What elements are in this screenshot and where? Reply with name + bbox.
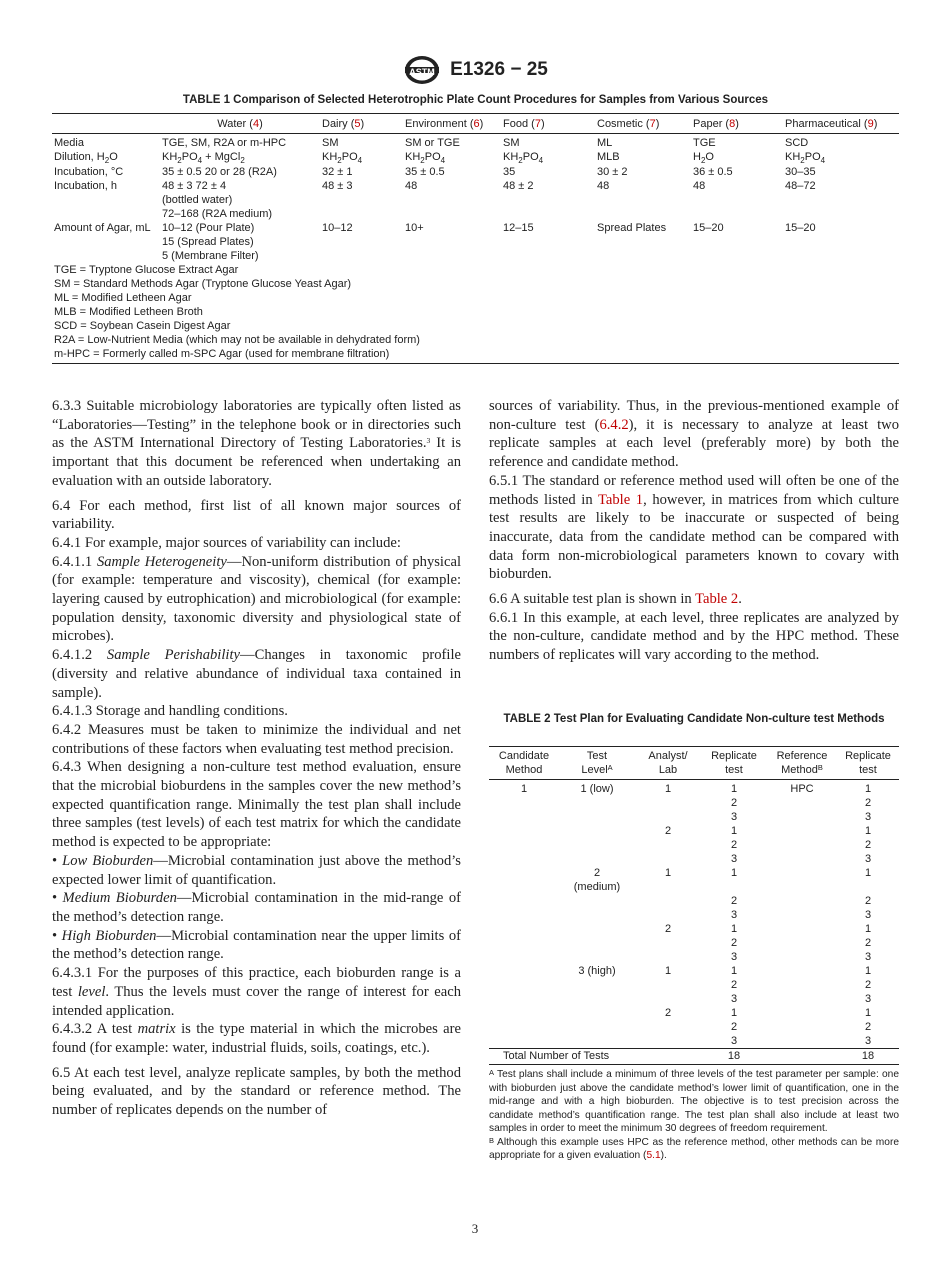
table2-cell-rep: 1: [730, 923, 738, 935]
table2-cell-method: [489, 908, 559, 922]
col-candidate-method: Candidate Method: [498, 750, 550, 776]
table1-footnote: SM = Standard Methods Agar (Tryptone Glucose Yeast Agar): [54, 278, 352, 290]
table2-row: [489, 852, 899, 866]
table2-cell-method: [489, 964, 559, 978]
paragraph-6-5-1: 6.5.1 The standard or reference method used will often be one of the methods listed in Table 1, however, in matrices from which culture test results are likely to be inaccurate or suspected of being inaccurate, data from the candidate method can be compared with data form non-microbiological parameters known to covary with bioburden.: [489, 472, 899, 583]
table2-cell-method: [489, 796, 559, 810]
table2-cell-level: 3 (high): [578, 965, 616, 977]
table2-cell-rep: 1: [730, 783, 738, 795]
table2-cell-method: [489, 838, 559, 852]
col-analyst-lab: Analyst/ Lab: [648, 750, 688, 776]
table2-cell-method: [489, 1006, 559, 1020]
table2-row: [489, 992, 899, 1006]
table2-cell-ref: [767, 866, 837, 894]
paragraph-6-4-3-1: 6.4.3.1 For the purposes of this practice, each bioburden range is a test level. Thus the levels must cover the range of interest for each intended application.: [52, 965, 461, 1019]
table2-body: [489, 780, 899, 1049]
table2-cell-level: [559, 908, 635, 922]
table2-cell-rep2: 3: [864, 951, 872, 963]
cell: TGE: [693, 137, 716, 149]
table2-cell-method: [489, 1020, 559, 1034]
cell: 48 ± 3: [322, 180, 353, 192]
paragraph-6-5-cont: sources of variability. Thus, in the previous-mentioned example of non-culture test (6.4.2), it is necessary to analyze at least two replicate samples at each level (preferably more) by both the reference and candidate method.: [489, 398, 899, 471]
cell: MLB: [597, 151, 620, 163]
ref-link[interactable]: 6: [473, 118, 480, 130]
table2-cell-method: [489, 810, 559, 824]
table2-cell-rep2: 1: [864, 825, 872, 837]
ref-link[interactable]: 8: [729, 118, 736, 130]
table2-cell-rep2: 3: [864, 1035, 872, 1047]
table1-row-incubation-h: [52, 179, 899, 221]
table2-row: [489, 922, 899, 936]
table2-cell-rep2: 1: [864, 923, 872, 935]
table2-cell-rep: 1: [730, 867, 738, 879]
bullet-medium: • Medium Bioburden—Microbial contamination in the mid-range of the method’s detection range.: [52, 890, 461, 925]
cell: 10–12 (Pour Plate) 15 (Spread Plates) 5 (Membrane Filter): [162, 222, 259, 262]
table2-cell-rep: 3: [730, 853, 738, 865]
table1-row-media: [52, 134, 899, 151]
total-replicates: 18: [727, 1050, 741, 1062]
table2-cell-ref: [767, 922, 837, 936]
paragraph-6-4-1: 6.4.1 For example, major sources of variability can include:: [52, 534, 401, 551]
table2-cell-rep: 2: [730, 839, 738, 851]
row-label: Media: [54, 137, 84, 149]
table2-cell-method: [489, 936, 559, 950]
cell: 10+: [405, 222, 424, 234]
cell: 35 ± 0.5: [405, 166, 445, 178]
table2-cell-rep: 3: [730, 1035, 738, 1047]
table2-cell-rep: 1: [730, 825, 738, 837]
table2-cell-rep2: 3: [864, 909, 872, 921]
table2-row: [489, 978, 899, 992]
table2-header-row: [489, 747, 899, 780]
table2-cell-lab: [635, 1034, 701, 1049]
paragraph-6-4-3: 6.4.3 When designing a non-culture test method evaluation, ensure that the microbial bioburdens in the samples cover the new method’s expected quantification range. Minimally the test plan shall include three samples (test levels) of each test matrix for which the candidate method is expected to be appropriate:: [52, 759, 461, 851]
ref-link[interactable]: 5: [354, 118, 361, 130]
cell: $KH_2PO_4$: [322, 151, 363, 165]
table2-cell-rep: 2: [730, 979, 738, 991]
table1-footnote: SCD = Soybean Casein Digest Agar: [54, 320, 231, 332]
section-link[interactable]: 6.4.2: [599, 416, 629, 433]
table1-col-environment: Environment (6): [405, 118, 484, 130]
table2-row: [489, 866, 899, 894]
page-header: [0, 54, 950, 86]
table2-cell-rep: 3: [730, 909, 738, 921]
table1: [52, 113, 899, 364]
row-label: Amount of Agar, mL: [54, 222, 151, 234]
note-b: $^B$ Although this example uses HPC as the reference method, other methods can be more appropriate for a given evaluation (5.1).: [489, 1135, 899, 1161]
table2-cell-lab: 2: [664, 825, 672, 837]
table2-row: [489, 780, 899, 797]
table2-cell-rep: 2: [730, 937, 738, 949]
cell: SM or TGE: [405, 137, 460, 149]
table1-row-dilution: [52, 150, 899, 165]
cell: 48–72: [785, 180, 816, 192]
table2-row: [489, 950, 899, 964]
table2-cell-level: [559, 838, 635, 852]
table2-cell-lab: [635, 796, 701, 810]
table2-cell-rep: 3: [730, 811, 738, 823]
table2-cell-level: [559, 992, 635, 1006]
table1-col-food: Food (7): [503, 118, 545, 130]
table2: [489, 746, 899, 1065]
cell: 35: [503, 166, 516, 178]
table2-cell-ref: [767, 852, 837, 866]
table1-col-water: Water (4): [217, 118, 263, 130]
document-id: E1326 − 25: [450, 59, 548, 80]
table2-row: [489, 796, 899, 810]
table2-cell-rep2: 1: [864, 965, 872, 977]
table2-row: [489, 908, 899, 922]
total-replicates-2: 18: [861, 1050, 875, 1062]
table2-cell-rep2: 2: [864, 839, 872, 851]
col-test-level: Test Level$^A$: [581, 750, 613, 776]
table2-row: [489, 1006, 899, 1020]
table2-cell-level: [559, 852, 635, 866]
cell: $KH_2PO_4$: [405, 151, 446, 165]
table2-total-row: [489, 1049, 899, 1065]
table2-cell-level: [559, 978, 635, 992]
table2-cell-rep2: 2: [864, 895, 872, 907]
cell: 48: [693, 180, 706, 192]
footnote-ref[interactable]: 3: [426, 436, 431, 446]
table2-cell-rep2: 1: [864, 783, 872, 795]
cell: 48: [405, 180, 418, 192]
col-reference-method: Reference Method$^B$: [776, 750, 828, 776]
col-replicate-test: Replicate test: [711, 750, 757, 776]
table2-cell-method: [489, 922, 559, 936]
table2-cell-lab: [635, 950, 701, 964]
table1-footnote: m-HPC = Formerly called m-SPC Agar (used for membrane filtration): [52, 347, 899, 364]
table2-cell-ref: [767, 936, 837, 950]
ref-link[interactable]: 7: [649, 118, 656, 130]
table2-cell-method: [489, 1034, 559, 1049]
table2-cell-rep: 3: [730, 951, 738, 963]
cell: SM: [503, 137, 520, 149]
table1-footnote: MLB = Modified Letheen Broth: [54, 306, 203, 318]
table2-cell-ref: [767, 894, 837, 908]
cell: SM: [322, 137, 339, 149]
table2-cell-level: [559, 810, 635, 824]
table1-footnote: ML = Modified Letheen Agar: [54, 292, 192, 304]
table2-cell-rep2: 2: [864, 937, 872, 949]
table2-cell-lab: [635, 936, 701, 950]
table2-cell-rep2: 3: [864, 993, 872, 1005]
table1-row-incubation-c: [52, 165, 899, 179]
table2-cell-lab: 1: [664, 867, 672, 879]
table2-cell-method: [489, 824, 559, 838]
table2-cell-lab: 2: [664, 923, 672, 935]
cell: TGE, SM, R2A or m-HPC: [162, 137, 287, 149]
table2-cell-lab: [635, 978, 701, 992]
table2-cell-ref: [767, 838, 837, 852]
paragraph-6-4-2: 6.4.2 Measures must be taken to minimize the individual and net contributions of these factors when evaluating test method precision.: [52, 721, 461, 757]
paragraph-6-6-1: 6.6.1 In this example, at each level, three replicates are analyzed by the non-culture, candidate method and by the HPC method. These numbers of replicates will vary according to the method.: [489, 609, 899, 664]
table2-cell-ref: [767, 908, 837, 922]
table2-cell-level: 1 (low): [580, 783, 614, 795]
cell: 35 ± 0.5 20 or 28 (R2A): [162, 166, 277, 178]
cell: SCD: [785, 137, 809, 149]
cell: $KH_2PO_4$: [503, 151, 544, 165]
cell: 10–12: [322, 222, 353, 234]
table2-cell-lab: [635, 838, 701, 852]
table2-cell-rep: 2: [730, 1021, 738, 1033]
table2-cell-rep2: 2: [864, 979, 872, 991]
table2-cell-level: [559, 950, 635, 964]
table2-cell-rep: 1: [730, 965, 738, 977]
table2-cell-ref: [767, 950, 837, 964]
table2-row: [489, 838, 899, 852]
ref-link[interactable]: 7: [534, 118, 541, 130]
cell: 15–20: [693, 222, 724, 234]
table2-row: [489, 964, 899, 978]
cell: 32 ± 1: [322, 166, 353, 178]
total-label: Total Number of Tests: [503, 1050, 610, 1062]
table2-cell-lab: [635, 1020, 701, 1034]
table2-cell-level: [559, 1006, 635, 1020]
table2-cell-lab: [635, 908, 701, 922]
table2-cell-method: [489, 866, 559, 894]
cell: 36 ± 0.5: [693, 166, 733, 178]
table2-cell-lab: 1: [664, 783, 672, 795]
cell: 12–15: [503, 222, 534, 234]
paragraph-6-6: 6.6 A suitable test plan is shown in Table 2.: [489, 591, 742, 608]
table2-cell-level: [559, 922, 635, 936]
cell: 48 ± 3 72 ± 4 (bottled water) 72–168 (R2A medium): [162, 180, 273, 220]
table2-cell-level: [559, 824, 635, 838]
table2-link[interactable]: Table 2: [695, 591, 739, 608]
table2-cell-level: [559, 1034, 635, 1049]
table2-cell-level: [559, 936, 635, 950]
table2-cell-method: 1: [520, 783, 528, 795]
table2-cell-rep2: 2: [864, 797, 872, 809]
table2-cell-lab: [635, 852, 701, 866]
table2-cell-ref: [767, 1034, 837, 1049]
table1-col-dairy: Dairy (5): [322, 118, 365, 130]
cell: $H_2O$: [693, 151, 714, 165]
table2-cell-lab: [635, 810, 701, 824]
table1-link[interactable]: Table 1: [597, 491, 644, 508]
table2-row: [489, 894, 899, 908]
section-link[interactable]: 5.1: [646, 1150, 661, 1161]
table2-cell-ref: [767, 810, 837, 824]
table2-cell-level: [559, 1020, 635, 1034]
table2-row: [489, 824, 899, 838]
paragraph-6-4: 6.4 For each method, first list of all known major sources of variability.: [52, 497, 461, 533]
table2-cell-ref: [767, 1020, 837, 1034]
table2-cell-method: [489, 992, 559, 1006]
paragraph-6-3-3: 6.3.3 Suitable microbiology laboratories are typically often listed as “Laboratories—Testing” in the telephone book or in directories such as the ASTM International Directory of Testing Laboratories.$^3$ It is important that this document be referenced when undertaking an evaluation with an outside laboratory.: [52, 398, 461, 489]
table1-footnote: R2A = Low-Nutrient Media (which may not be available in dehydrated form): [54, 334, 420, 346]
table2-cell-ref: [767, 964, 837, 978]
table2-cell-rep2: 2: [864, 1021, 872, 1033]
col-replicate-test-2: Replicate test: [845, 750, 891, 776]
table2-cell-level: [559, 796, 635, 810]
note-a: $^A$ Test plans shall include a minimum of three levels of the test parameter per sample: one with bioburden just above the candidate method’s lower limit of quantification, one in the mid-range and with a high bioburden. The objective is to test precision across the candidate method’s quantification range. The test plan shall also include at least two samples in order to meet the minimum 30 degrees of freedom requirement.: [489, 1068, 899, 1134]
paragraph-6-4-1-1: 6.4.1.1 Sample Heterogeneity—Non-uniform distribution of physical (for example: temperature and viscosity), chemical (for example: layering caused by eutrophication) and microbiological (for example: population density, taxonomic diversity and physiological state of microbes).: [52, 553, 462, 645]
astm-logo: [402, 54, 442, 86]
table1-caption: TABLE 1 Comparison of Selected Heterotrophic Plate Count Procedures for Samples from Various Sources: [182, 94, 769, 106]
table2-row: [489, 1020, 899, 1034]
paragraph-6-4-3-2: 6.4.3.2 A test matrix is the type material in which the microbes are found (for example: water, industrial fluids, soils, coatings, etc.).: [52, 1021, 461, 1056]
row-label: Incubation, h: [54, 180, 117, 192]
right-column: [489, 397, 899, 665]
table1-footnote: TGE = Tryptone Glucose Extract Agar: [54, 264, 239, 276]
bullet-low: • Low Bioburden—Microbial contamination just above the method’s expected lower limit of quantification.: [52, 852, 461, 888]
table2-cell-ref: [767, 796, 837, 810]
table2-cell-ref: HPC: [790, 783, 814, 795]
svg-text:ASTM: ASTM: [409, 67, 435, 77]
table2-cell-level: 2 (medium): [573, 867, 621, 893]
table2-cell-lab: 2: [664, 1007, 672, 1019]
table2-cell-ref: [767, 1006, 837, 1020]
table2-cell-method: [489, 978, 559, 992]
table1-header-row: [52, 114, 899, 134]
table2-cell-level: [559, 894, 635, 908]
cell: 30 ± 2: [597, 166, 628, 178]
cell: Spread Plates: [597, 222, 667, 234]
ref-link[interactable]: 4: [252, 118, 260, 130]
table2-cell-method: [489, 950, 559, 964]
table2-notes: [489, 1068, 899, 1163]
table2-cell-ref: [767, 992, 837, 1006]
page-number: 3: [471, 1221, 479, 1236]
table2-cell-rep2: 3: [864, 853, 872, 865]
paragraph-6-5: 6.5 At each test level, analyze replicate samples, by both the method being evaluated, and by the standard or reference method. The number of replicates depends on the number of: [52, 1064, 461, 1119]
table2-row: [489, 810, 899, 824]
cell: 30–35: [785, 166, 816, 178]
table2-caption: TABLE 2 Test Plan for Evaluating Candidate Non-culture test Methods: [503, 713, 885, 725]
bullet-high: • High Bioburden—Microbial contamination near the upper limits of the method’s detection range.: [52, 927, 462, 963]
table2-cell-rep: 2: [730, 895, 738, 907]
cell: 48 ± 2: [503, 180, 534, 192]
cell: 48: [597, 180, 610, 192]
table2-cell-method: [489, 852, 559, 866]
table2-cell-rep2: 1: [864, 867, 872, 879]
table2-cell-ref: [767, 978, 837, 992]
table2-cell-rep2: 3: [864, 811, 872, 823]
paragraph-6-4-1-3: 6.4.1.3 Storage and handling conditions.: [52, 703, 288, 720]
table2-row: [489, 1034, 899, 1049]
row-label: Incubation, °C: [54, 166, 124, 178]
table2-cell-rep2: 1: [864, 1007, 872, 1019]
row-label: Dilution, $H_2O$: [54, 151, 118, 165]
table2-cell-lab: [635, 894, 701, 908]
cell: $KH_2PO_4$: [785, 151, 826, 165]
table2-cell-rep: 3: [730, 993, 738, 1005]
table2-cell-rep: 2: [730, 797, 738, 809]
table2-cell-lab: 1: [664, 965, 672, 977]
table2-cell-rep: 1: [730, 1007, 738, 1019]
table2-cell-method: [489, 894, 559, 908]
paragraph-6-4-1-2: 6.4.1.2 Sample Perishability—Changes in taxonomic profile (diversity and relative abundance of individual taxa contained in sample).: [52, 647, 461, 701]
ref-link[interactable]: 9: [867, 118, 874, 130]
table2-cell-ref: [767, 824, 837, 838]
table1-col-paper: Paper (8): [693, 118, 739, 130]
left-column: [52, 397, 461, 1120]
table1-col-pharmaceutical: Pharmaceutical (9): [785, 118, 878, 130]
table1-col-cosmetic: Cosmetic (7): [597, 118, 660, 130]
cell: $KH_2PO_4$ + MgCl$_2$: [162, 151, 245, 165]
cell: 15–20: [785, 222, 816, 234]
table2-row: [489, 936, 899, 950]
cell: ML: [597, 137, 613, 149]
table1-row-agar: [52, 221, 899, 263]
table2-cell-lab: [635, 992, 701, 1006]
